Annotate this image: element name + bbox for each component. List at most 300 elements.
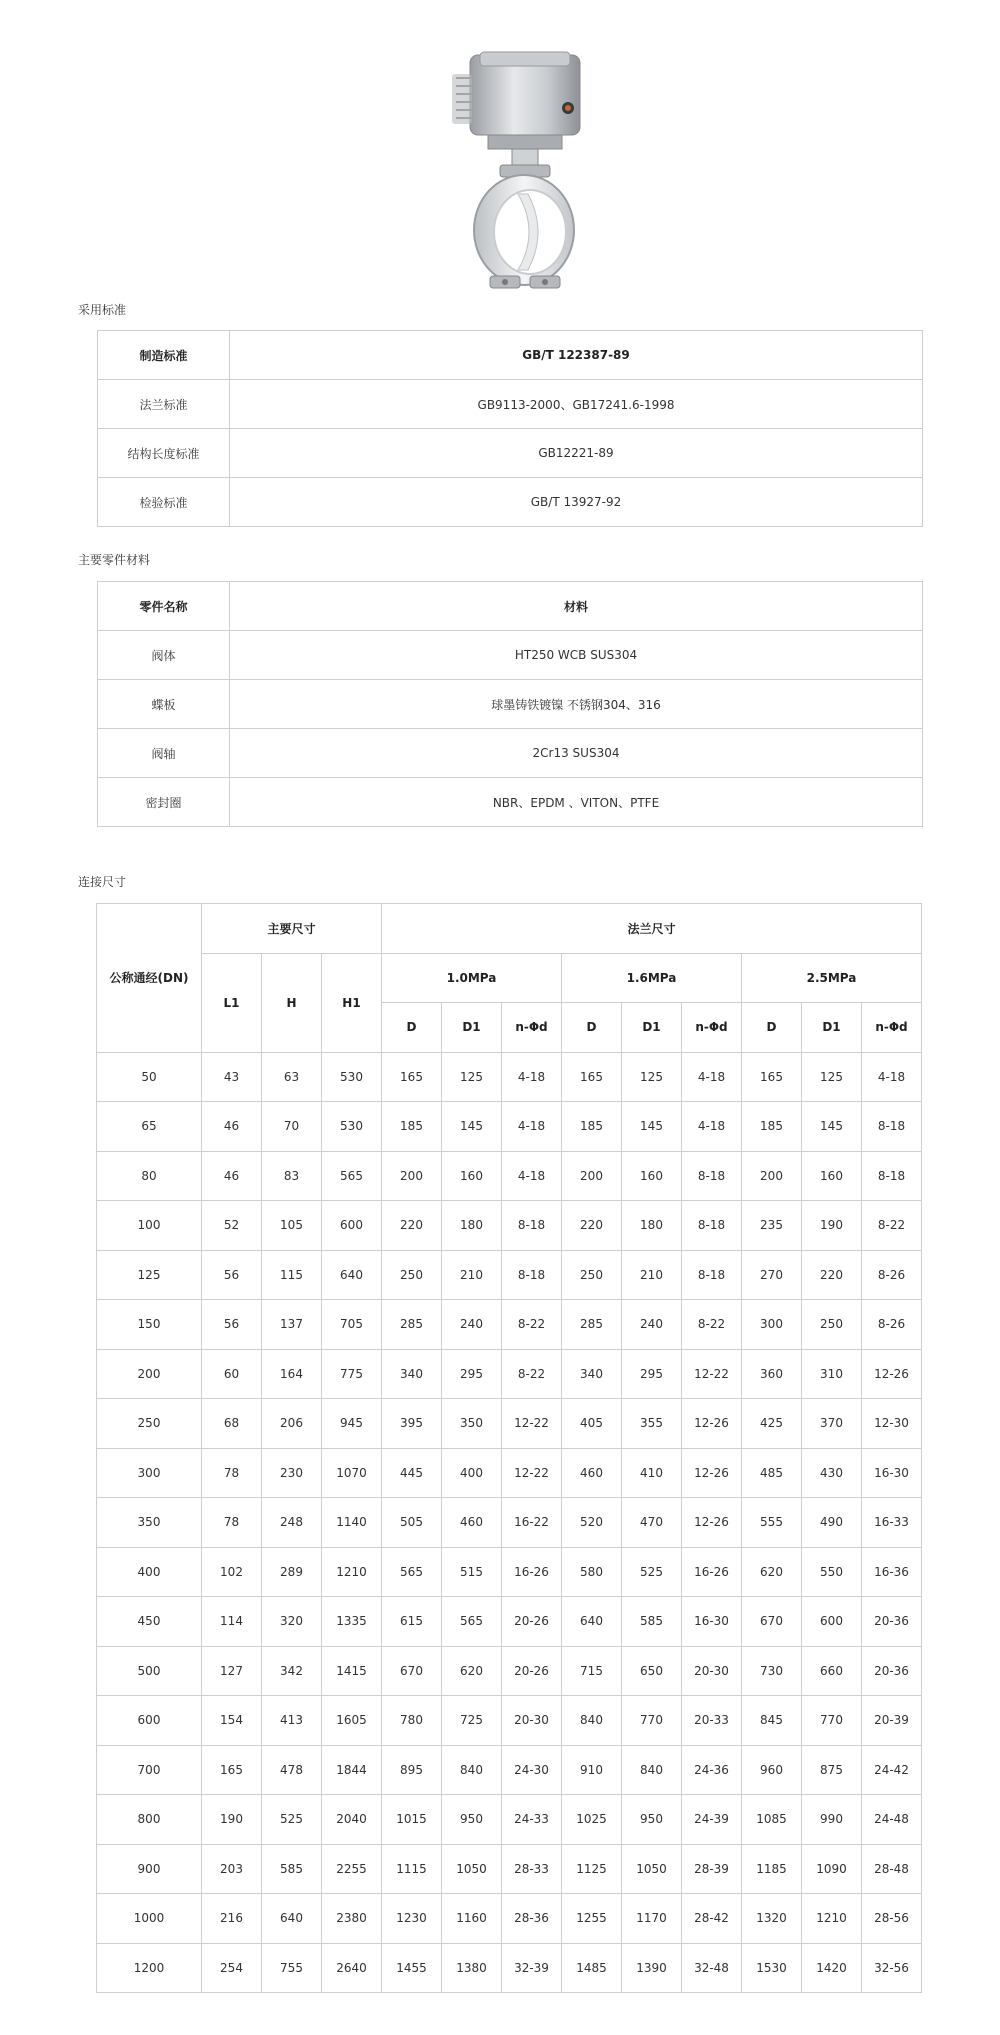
cell-h1: 1844 — [322, 1745, 382, 1795]
cell-l1: 102 — [202, 1547, 262, 1597]
cell-1-6-d1: 950 — [622, 1795, 682, 1845]
cell-1-6-nd: 12-22 — [682, 1349, 742, 1399]
cell-1-6-d1: 840 — [622, 1745, 682, 1795]
cell-2-5-d: 270 — [742, 1250, 802, 1300]
cell-1-6-d1: 1390 — [622, 1943, 682, 1993]
cell-1-0-nd: 24-30 — [502, 1745, 562, 1795]
cell-h: 206 — [262, 1399, 322, 1449]
cell-1-0-d: 1015 — [382, 1795, 442, 1845]
cell-1-6-d1: 240 — [622, 1300, 682, 1350]
cell-1-6-d: 1125 — [562, 1844, 622, 1894]
cell-1-0-d1: 1380 — [442, 1943, 502, 1993]
table-row — [97, 1102, 922, 1152]
section-title-materials: 主要零件材料 — [78, 553, 151, 567]
cell-l1: 46 — [202, 1102, 262, 1152]
cell-1-6-d: 250 — [562, 1250, 622, 1300]
cell-1-6-d: 165 — [562, 1052, 622, 1102]
cell-1-0-d: 1455 — [382, 1943, 442, 1993]
cell-1-0-d1: 460 — [442, 1498, 502, 1548]
cell-1-6-d1: 410 — [622, 1448, 682, 1498]
cell-2-5-d1: 430 — [802, 1448, 862, 1498]
table-row — [97, 1052, 922, 1102]
cell-1-0-nd: 4-18 — [502, 1052, 562, 1102]
cell-1-6-d1: 585 — [622, 1597, 682, 1647]
cell-l1: 114 — [202, 1597, 262, 1647]
cell-1-6-nd: 24-36 — [682, 1745, 742, 1795]
cell-1-0-d1: 295 — [442, 1349, 502, 1399]
part-name: 阀轴 — [98, 729, 230, 778]
cell-1-6-nd: 20-33 — [682, 1696, 742, 1746]
table-row — [97, 1894, 922, 1944]
cell-1-6-d1: 650 — [622, 1646, 682, 1696]
cell-1-6-d: 715 — [562, 1646, 622, 1696]
cell-dn: 200 — [97, 1349, 202, 1399]
cell-1-6-d1: 210 — [622, 1250, 682, 1300]
cell-1-0-d: 395 — [382, 1399, 442, 1449]
cell-l1: 56 — [202, 1250, 262, 1300]
cell-2-5-nd: 8-18 — [862, 1102, 922, 1152]
standard-label: 检验标准 — [98, 478, 230, 527]
header-main-dimensions: 主要尺寸 — [202, 904, 382, 954]
table-row — [97, 1349, 922, 1399]
cell-dn: 900 — [97, 1844, 202, 1894]
cell-h: 164 — [262, 1349, 322, 1399]
cell-h1: 945 — [322, 1399, 382, 1449]
cell-2-5-nd: 20-36 — [862, 1597, 922, 1647]
cell-1-0-d: 1115 — [382, 1844, 442, 1894]
table-row — [97, 1696, 922, 1746]
cell-1-0-nd: 24-33 — [502, 1795, 562, 1845]
cell-1-0-nd: 4-18 — [502, 1102, 562, 1152]
cell-1-6-nd: 8-22 — [682, 1300, 742, 1350]
cell-h: 585 — [262, 1844, 322, 1894]
cell-h1: 2040 — [322, 1795, 382, 1845]
cell-l1: 254 — [202, 1943, 262, 1993]
cell-h1: 2640 — [322, 1943, 382, 1993]
table-row — [97, 1646, 922, 1696]
cell-2-5-nd: 8-26 — [862, 1250, 922, 1300]
cell-1-0-d1: 210 — [442, 1250, 502, 1300]
cell-1-6-d1: 125 — [622, 1052, 682, 1102]
table-row — [98, 631, 923, 680]
standard-value: GB/T 122387-89 — [230, 331, 923, 380]
cell-h: 70 — [262, 1102, 322, 1152]
cell-2-5-d1: 1420 — [802, 1943, 862, 1993]
cell-1-6-nd: 24-39 — [682, 1795, 742, 1845]
header-pressure-2-5: 2.5MPa — [742, 953, 922, 1003]
cell-1-0-d: 615 — [382, 1597, 442, 1647]
section-title-dimensions: 连接尺寸 — [78, 875, 127, 889]
cell-1-0-d1: 840 — [442, 1745, 502, 1795]
cell-1-0-d: 505 — [382, 1498, 442, 1548]
cell-l1: 60 — [202, 1349, 262, 1399]
cell-dn: 1000 — [97, 1894, 202, 1944]
part-material: HT250 WCB SUS304 — [230, 631, 923, 680]
cell-2-5-d: 845 — [742, 1696, 802, 1746]
cell-h: 248 — [262, 1498, 322, 1548]
table-header-row — [97, 904, 922, 954]
cell-h: 342 — [262, 1646, 322, 1696]
cell-1-0-nd: 12-22 — [502, 1448, 562, 1498]
table-header-row — [98, 582, 923, 631]
table-row — [97, 1399, 922, 1449]
header-part-name: 零件名称 — [98, 582, 230, 631]
cell-h: 413 — [262, 1696, 322, 1746]
cell-dn: 50 — [97, 1052, 202, 1102]
header-nd: n-Φd — [862, 1003, 922, 1053]
cell-h1: 1605 — [322, 1696, 382, 1746]
cell-1-0-nd: 20-26 — [502, 1646, 562, 1696]
table-row — [97, 1844, 922, 1894]
cell-2-5-d1: 145 — [802, 1102, 862, 1152]
cell-1-0-nd: 20-26 — [502, 1597, 562, 1647]
cell-1-0-d: 780 — [382, 1696, 442, 1746]
cell-1-6-nd: 20-30 — [682, 1646, 742, 1696]
table-row — [98, 331, 923, 380]
table-row — [97, 1448, 922, 1498]
cell-dn: 400 — [97, 1547, 202, 1597]
cell-2-5-d1: 1210 — [802, 1894, 862, 1944]
cell-1-6-d: 285 — [562, 1300, 622, 1350]
cell-2-5-nd: 24-48 — [862, 1795, 922, 1845]
cell-1-0-d: 1230 — [382, 1894, 442, 1944]
standard-value: GB/T 13927-92 — [230, 478, 923, 527]
cell-1-6-d1: 295 — [622, 1349, 682, 1399]
cell-dn: 450 — [97, 1597, 202, 1647]
cell-2-5-d1: 875 — [802, 1745, 862, 1795]
cell-1-0-nd: 16-22 — [502, 1498, 562, 1548]
cell-2-5-d1: 220 — [802, 1250, 862, 1300]
cell-1-0-d: 565 — [382, 1547, 442, 1597]
header-l1: L1 — [202, 953, 262, 1052]
cell-l1: 78 — [202, 1448, 262, 1498]
cell-h1: 1210 — [322, 1547, 382, 1597]
cell-l1: 154 — [202, 1696, 262, 1746]
cell-h1: 2380 — [322, 1894, 382, 1944]
cell-1-6-d: 460 — [562, 1448, 622, 1498]
cell-dn: 100 — [97, 1201, 202, 1251]
cell-h1: 705 — [322, 1300, 382, 1350]
cell-dn: 80 — [97, 1151, 202, 1201]
cell-1-6-d1: 770 — [622, 1696, 682, 1746]
cell-2-5-nd: 4-18 — [862, 1052, 922, 1102]
cell-1-0-d: 185 — [382, 1102, 442, 1152]
cell-1-6-d1: 160 — [622, 1151, 682, 1201]
cell-1-0-d1: 125 — [442, 1052, 502, 1102]
cell-2-5-d1: 490 — [802, 1498, 862, 1548]
cell-h: 525 — [262, 1795, 322, 1845]
cell-2-5-nd: 8-18 — [862, 1151, 922, 1201]
cell-1-0-d: 165 — [382, 1052, 442, 1102]
cell-1-0-d1: 565 — [442, 1597, 502, 1647]
cell-1-6-nd: 16-26 — [682, 1547, 742, 1597]
cell-1-0-d1: 240 — [442, 1300, 502, 1350]
cell-1-6-d: 910 — [562, 1745, 622, 1795]
cell-2-5-nd: 20-39 — [862, 1696, 922, 1746]
cell-2-5-d1: 370 — [802, 1399, 862, 1449]
cell-1-6-d1: 1170 — [622, 1894, 682, 1944]
cell-dn: 65 — [97, 1102, 202, 1152]
cell-1-0-d1: 1160 — [442, 1894, 502, 1944]
cell-1-0-d: 895 — [382, 1745, 442, 1795]
cell-1-6-nd: 28-42 — [682, 1894, 742, 1944]
header-h: H — [262, 953, 322, 1052]
header-d1: D1 — [802, 1003, 862, 1053]
cell-2-5-d1: 600 — [802, 1597, 862, 1647]
header-nd: n-Φd — [502, 1003, 562, 1053]
table-row — [98, 680, 923, 729]
cell-2-5-nd: 12-30 — [862, 1399, 922, 1449]
cell-1-6-d1: 470 — [622, 1498, 682, 1548]
cell-dn: 300 — [97, 1448, 202, 1498]
cell-1-6-nd: 8-18 — [682, 1151, 742, 1201]
cell-h1: 775 — [322, 1349, 382, 1399]
cell-2-5-d: 730 — [742, 1646, 802, 1696]
cell-1-6-d: 520 — [562, 1498, 622, 1548]
header-dn: 公称通经(DN) — [97, 904, 202, 1053]
table-row — [98, 478, 923, 527]
cell-1-0-d1: 725 — [442, 1696, 502, 1746]
cell-dn: 700 — [97, 1745, 202, 1795]
cell-h: 105 — [262, 1201, 322, 1251]
dimensions-table — [96, 903, 922, 1993]
cell-2-5-nd: 12-26 — [862, 1349, 922, 1399]
cell-1-0-nd: 32-39 — [502, 1943, 562, 1993]
cell-h1: 1070 — [322, 1448, 382, 1498]
cell-dn: 150 — [97, 1300, 202, 1350]
cell-2-5-d1: 550 — [802, 1547, 862, 1597]
cell-h: 755 — [262, 1943, 322, 1993]
cell-dn: 500 — [97, 1646, 202, 1696]
cell-2-5-d1: 250 — [802, 1300, 862, 1350]
part-material: NBR、EPDM 、VITON、PTFE — [230, 778, 923, 827]
cell-l1: 56 — [202, 1300, 262, 1350]
table-row — [98, 380, 923, 429]
part-name: 密封圈 — [98, 778, 230, 827]
table-row — [97, 1795, 922, 1845]
cell-2-5-d1: 190 — [802, 1201, 862, 1251]
table-row — [97, 1300, 922, 1350]
section-title-standards: 采用标准 — [78, 303, 127, 317]
table-row — [97, 1201, 922, 1251]
cell-h1: 640 — [322, 1250, 382, 1300]
table-row — [97, 1250, 922, 1300]
standard-label: 结构长度标准 — [98, 429, 230, 478]
cell-h: 640 — [262, 1894, 322, 1944]
cell-2-5-d: 555 — [742, 1498, 802, 1548]
cell-1-6-d: 1485 — [562, 1943, 622, 1993]
product-image — [0, 0, 1000, 300]
cell-1-6-d1: 145 — [622, 1102, 682, 1152]
cell-2-5-d: 1530 — [742, 1943, 802, 1993]
cell-dn: 1200 — [97, 1943, 202, 1993]
cell-l1: 127 — [202, 1646, 262, 1696]
table-row — [98, 429, 923, 478]
header-pressure-1-0: 1.0MPa — [382, 953, 562, 1003]
cell-dn: 800 — [97, 1795, 202, 1845]
cell-2-5-d: 235 — [742, 1201, 802, 1251]
cell-1-0-d: 670 — [382, 1646, 442, 1696]
cell-2-5-d1: 125 — [802, 1052, 862, 1102]
cell-1-6-d1: 1050 — [622, 1844, 682, 1894]
table-row — [98, 778, 923, 827]
cell-2-5-d: 360 — [742, 1349, 802, 1399]
cell-2-5-d: 620 — [742, 1547, 802, 1597]
header-d: D — [382, 1003, 442, 1053]
cell-2-5-nd: 16-33 — [862, 1498, 922, 1548]
cell-2-5-d: 1185 — [742, 1844, 802, 1894]
cell-2-5-nd: 28-56 — [862, 1894, 922, 1944]
cell-1-6-d: 840 — [562, 1696, 622, 1746]
cell-1-0-d: 445 — [382, 1448, 442, 1498]
standards-table — [97, 330, 923, 527]
cell-1-0-nd: 12-22 — [502, 1399, 562, 1449]
cell-h1: 1335 — [322, 1597, 382, 1647]
cell-h1: 2255 — [322, 1844, 382, 1894]
cell-1-6-d1: 180 — [622, 1201, 682, 1251]
table-row — [97, 1151, 922, 1201]
cell-dn: 600 — [97, 1696, 202, 1746]
header-pressure-1-6: 1.6MPa — [562, 953, 742, 1003]
cell-1-0-d: 340 — [382, 1349, 442, 1399]
cell-2-5-d: 1320 — [742, 1894, 802, 1944]
cell-1-0-d1: 400 — [442, 1448, 502, 1498]
cell-1-6-d: 580 — [562, 1547, 622, 1597]
cell-1-6-d: 1255 — [562, 1894, 622, 1944]
cell-1-0-d1: 145 — [442, 1102, 502, 1152]
cell-2-5-d: 425 — [742, 1399, 802, 1449]
cell-2-5-nd: 32-56 — [862, 1943, 922, 1993]
cell-h: 230 — [262, 1448, 322, 1498]
cell-2-5-d: 485 — [742, 1448, 802, 1498]
cell-1-6-nd: 16-30 — [682, 1597, 742, 1647]
materials-table — [97, 581, 923, 827]
header-flange-dimensions: 法兰尺寸 — [382, 904, 922, 954]
cell-1-6-nd: 4-18 — [682, 1052, 742, 1102]
cell-2-5-nd: 20-36 — [862, 1646, 922, 1696]
cell-1-6-nd: 12-26 — [682, 1498, 742, 1548]
header-d1: D1 — [622, 1003, 682, 1053]
cell-l1: 78 — [202, 1498, 262, 1548]
table-row — [97, 1597, 922, 1647]
part-material: 球墨铸铁镀镍 不锈钢304、316 — [230, 680, 923, 729]
cell-h1: 530 — [322, 1052, 382, 1102]
cell-h: 115 — [262, 1250, 322, 1300]
cell-1-6-d: 200 — [562, 1151, 622, 1201]
header-d1: D1 — [442, 1003, 502, 1053]
cell-2-5-d1: 160 — [802, 1151, 862, 1201]
cell-2-5-d1: 770 — [802, 1696, 862, 1746]
cell-1-6-nd: 12-26 — [682, 1448, 742, 1498]
cell-h: 289 — [262, 1547, 322, 1597]
header-nd: n-Φd — [682, 1003, 742, 1053]
table-row — [98, 729, 923, 778]
cell-h: 478 — [262, 1745, 322, 1795]
cell-h1: 1140 — [322, 1498, 382, 1548]
cell-l1: 52 — [202, 1201, 262, 1251]
cell-1-6-nd: 8-18 — [682, 1201, 742, 1251]
cell-1-0-d1: 350 — [442, 1399, 502, 1449]
cell-1-0-d: 250 — [382, 1250, 442, 1300]
cell-1-0-nd: 28-36 — [502, 1894, 562, 1944]
standard-label: 法兰标准 — [98, 380, 230, 429]
cell-h1: 530 — [322, 1102, 382, 1152]
header-material: 材料 — [230, 582, 923, 631]
cell-h1: 1415 — [322, 1646, 382, 1696]
cell-1-6-nd: 28-39 — [682, 1844, 742, 1894]
cell-1-0-nd: 28-33 — [502, 1844, 562, 1894]
part-name: 阀体 — [98, 631, 230, 680]
cell-h: 83 — [262, 1151, 322, 1201]
cell-l1: 216 — [202, 1894, 262, 1944]
cell-l1: 165 — [202, 1745, 262, 1795]
table-row — [97, 1745, 922, 1795]
cell-2-5-d1: 310 — [802, 1349, 862, 1399]
cell-dn: 125 — [97, 1250, 202, 1300]
cell-2-5-nd: 16-30 — [862, 1448, 922, 1498]
cell-1-0-nd: 4-18 — [502, 1151, 562, 1201]
table-row — [97, 1943, 922, 1993]
cell-2-5-nd: 8-26 — [862, 1300, 922, 1350]
cell-2-5-d: 300 — [742, 1300, 802, 1350]
cell-1-6-nd: 12-26 — [682, 1399, 742, 1449]
cell-1-6-nd: 4-18 — [682, 1102, 742, 1152]
cell-1-0-d1: 620 — [442, 1646, 502, 1696]
cell-1-6-nd: 32-48 — [682, 1943, 742, 1993]
table-row — [97, 1498, 922, 1548]
cell-1-0-nd: 8-18 — [502, 1250, 562, 1300]
standard-value: GB9113-2000、GB17241.6-1998 — [230, 380, 923, 429]
cell-1-0-nd: 8-18 — [502, 1201, 562, 1251]
cell-h: 320 — [262, 1597, 322, 1647]
header-d: D — [742, 1003, 802, 1053]
cell-h1: 600 — [322, 1201, 382, 1251]
cell-1-6-d: 340 — [562, 1349, 622, 1399]
part-material: 2Cr13 SUS304 — [230, 729, 923, 778]
cell-1-0-d1: 160 — [442, 1151, 502, 1201]
cell-1-0-d: 285 — [382, 1300, 442, 1350]
cell-1-0-d1: 180 — [442, 1201, 502, 1251]
cell-1-6-d: 640 — [562, 1597, 622, 1647]
cell-1-6-d: 405 — [562, 1399, 622, 1449]
cell-1-6-d: 185 — [562, 1102, 622, 1152]
cell-1-0-d1: 515 — [442, 1547, 502, 1597]
cell-2-5-d: 185 — [742, 1102, 802, 1152]
cell-1-0-nd: 16-26 — [502, 1547, 562, 1597]
cell-h: 63 — [262, 1052, 322, 1102]
cell-2-5-d: 200 — [742, 1151, 802, 1201]
cell-2-5-nd: 24-42 — [862, 1745, 922, 1795]
part-name: 蝶板 — [98, 680, 230, 729]
cell-1-0-d1: 950 — [442, 1795, 502, 1845]
cell-2-5-d: 1085 — [742, 1795, 802, 1845]
cell-1-6-d1: 525 — [622, 1547, 682, 1597]
cell-l1: 68 — [202, 1399, 262, 1449]
cell-2-5-nd: 16-36 — [862, 1547, 922, 1597]
header-h1: H1 — [322, 953, 382, 1052]
cell-dn: 250 — [97, 1399, 202, 1449]
cell-2-5-d1: 660 — [802, 1646, 862, 1696]
cell-1-0-nd: 8-22 — [502, 1300, 562, 1350]
cell-1-0-d: 220 — [382, 1201, 442, 1251]
standard-value: GB12221-89 — [230, 429, 923, 478]
cell-1-0-d: 200 — [382, 1151, 442, 1201]
table-header-row — [97, 953, 922, 1003]
standard-label: 制造标准 — [98, 331, 230, 380]
cell-1-6-d1: 355 — [622, 1399, 682, 1449]
cell-2-5-d: 670 — [742, 1597, 802, 1647]
cell-1-6-d: 1025 — [562, 1795, 622, 1845]
